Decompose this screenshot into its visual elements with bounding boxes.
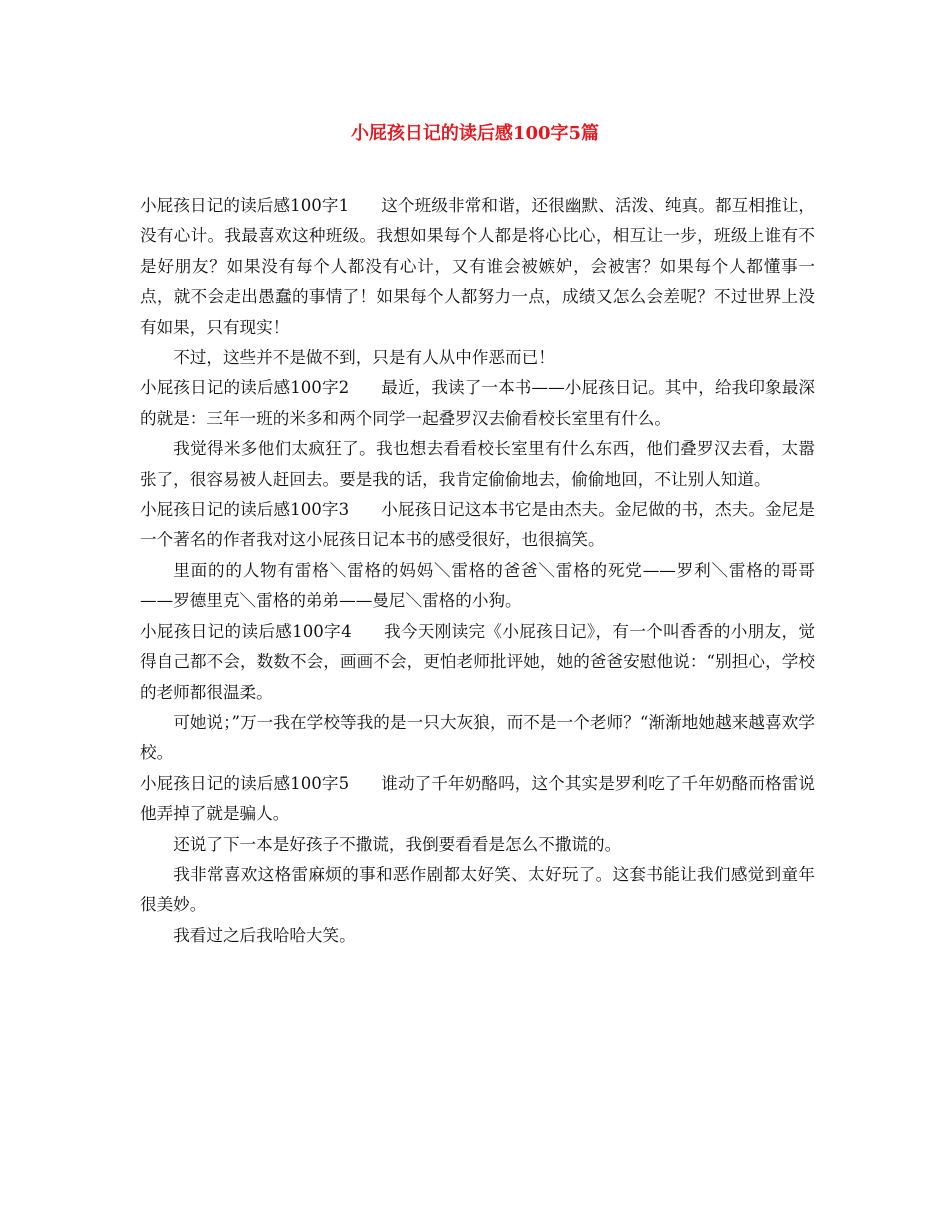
- entry-5-text: 谁动了千年奶酪吗，这个其实是罗利吃了千年奶酪而格雷说他弄掉了就是骗人。: [140, 773, 816, 824]
- entry-4-paragraph-2: 可她说；”万一我在学校等我的是一只大灰狼，而不是一个老师？“渐渐地她越来越喜欢学校。: [140, 712, 815, 763]
- entry-1-paragraph-2: 不过，这些并不是做不到，只是有人从中作恶而已！: [173, 348, 555, 368]
- entry-4-paragraph: [140, 617, 815, 708]
- entry-3-paragraph: [140, 495, 815, 556]
- document-body: [140, 191, 815, 951]
- entry-5-paragraph-2: 还说了下一本是好孩子不撒谎，我倒要看看是怎么不撒谎的。: [173, 834, 622, 854]
- entry-5-paragraph-3: 我非常喜欢这格雷麻烦的事和恶作剧都太好笑、太好玩了。这套书能让我们感觉到童年很美妙。: [140, 864, 815, 915]
- entry-2-label: 小屁孩日记的读后感100字2: [140, 378, 350, 398]
- entry-4-text: 我今天刚读完《小屁孩日记》，有一个叫香香的小朋友，觉得自己都不会，数数不会，画画不会，更怕老师批评她，她的爸爸安慰他说：“别担心，学校的老师都很温柔。: [140, 621, 816, 702]
- entry-4-label: 小屁孩日记的读后感100字4: [140, 621, 352, 641]
- entry-3-text: 小屁孩日记这本书它是由杰夫。金尼做的书，杰夫。金尼是一个著名的作者我对这小屁孩日记本书的感受很好，也很搞笑。: [140, 500, 816, 550]
- entry-3-label: 小屁孩日记的读后感100字3: [140, 500, 350, 520]
- entry-1-paragraph: [140, 191, 815, 343]
- entry-2-paragraph: [140, 373, 815, 434]
- entry-1-text: 这个班级非常和谐，还很幽默、活泼、纯真。都互相推让，没有心计。我最喜欢这种班级。我想如果每个人都是将心比心，相互让一步，班级上谁有不是好朋友？如果没有每个人都没有心计，又有谁会被嫉妒，会被害？如果每个人都懂事一点，就不会走出愚蠢的事情了！如果每个人都努力一点，成绩又怎么会差呢？不过世界上没有如果，只有现实！: [140, 196, 816, 337]
- entry-2-text: 最近，我读了一本书——小屁孩日记。其中，给我印象最深的就是：三年一班的米多和两个同学一起叠罗汉去偷看校长室里有什么。: [140, 378, 815, 428]
- entry-5-paragraph-4: 我看过之后我哈哈大笑。: [173, 925, 356, 945]
- entry-5-paragraph: [140, 769, 815, 830]
- entry-5-label: 小屁孩日记的读后感100字5: [140, 773, 350, 793]
- entry-2-paragraph-2: 我觉得米多他们太疯狂了。我也想去看看校长室里有什么东西，他们叠罗汉去看，太嚣张了，很容易被人赶回去。要是我的话，我肯定偷偷地去，偷偷地回，不让别人知道。: [140, 439, 815, 489]
- document-title: 小屁孩日记的读后感100字5篇: [350, 123, 600, 144]
- entry-3-paragraph-2: 里面的的人物有雷格＼雷格的妈妈＼雷格的爸爸＼雷格的死党——罗利＼雷格的哥哥——罗德里克＼雷格的弟弟——曼尼＼雷格的小狗。: [140, 560, 815, 611]
- entry-1-label: 小屁孩日记的读后感100字1: [140, 196, 350, 215]
